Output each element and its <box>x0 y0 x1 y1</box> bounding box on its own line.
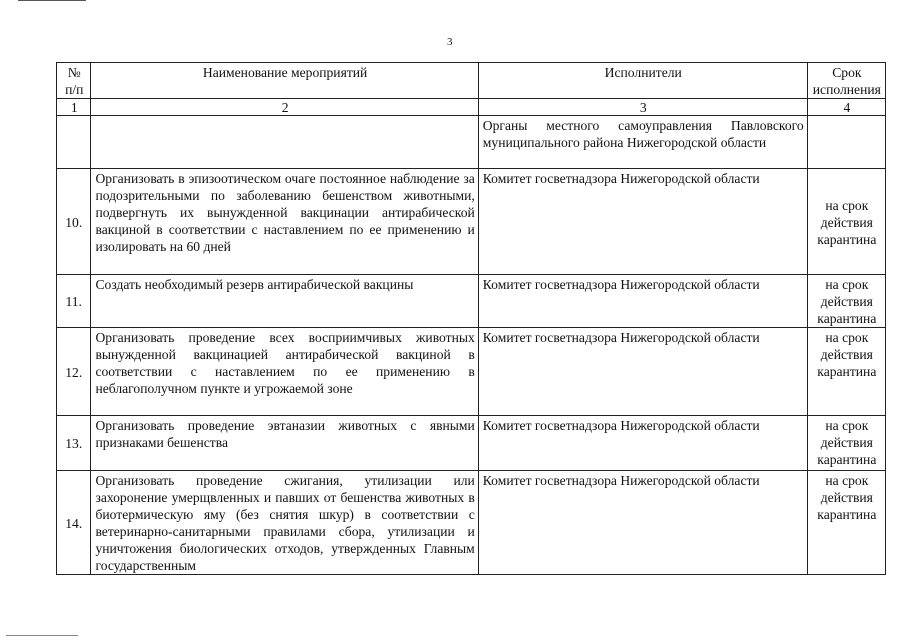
table-row <box>57 275 886 328</box>
row-executors: Комитет госветнадзора Нижегородской области <box>478 169 807 275</box>
row-executors: Комитет госветнадзора Нижегородской области <box>478 328 807 416</box>
row-number: 11. <box>57 275 91 328</box>
header-term: Срок исполнения <box>807 63 885 99</box>
continuation-term <box>807 116 885 169</box>
row-executors: Комитет госветнадзора Нижегородской области <box>478 471 807 575</box>
row-term: на срок действия карантина <box>807 328 885 416</box>
row-term: на срок действия карантина <box>807 275 885 328</box>
header-name: Наименование мероприятий <box>91 63 478 99</box>
table-header-row <box>57 63 886 99</box>
row-executors: Комитет госветнадзора Нижегородской области <box>478 275 807 328</box>
row-term: на срок действия карантина <box>807 471 885 575</box>
continuation-row <box>57 116 886 169</box>
column-number-1: 1 <box>57 99 91 116</box>
header-number: № п/п <box>57 63 91 99</box>
table-row <box>57 169 886 275</box>
table-row <box>57 416 886 471</box>
row-number: 10. <box>57 169 91 275</box>
row-name: Создать необходимый резерв антирабической вакцины <box>91 275 478 328</box>
column-number-4: 4 <box>807 99 885 116</box>
column-number-row <box>57 99 886 116</box>
top-scan-rule <box>18 0 86 1</box>
header-executors: Исполнители <box>478 63 807 99</box>
row-name: Организовать в эпизоотическом очаге постоянное наблюдение за подозрительными по заболеванию бешенством животными, подвергнуть их вынужденной вакцинации антирабической вакциной в соответствии с наставлением по ее применению и изолировать на 60 дней <box>91 169 478 275</box>
row-number: 12. <box>57 328 91 416</box>
row-term: на срок действия карантина <box>807 416 885 471</box>
bottom-scan-rule <box>6 635 78 636</box>
column-number-3: 3 <box>478 99 807 116</box>
table-row <box>57 471 886 575</box>
row-number: 13. <box>57 416 91 471</box>
continuation-executors: Органы местного самоуправления Павловского муниципального района Нижегородской области <box>478 116 807 169</box>
measures-table <box>56 62 886 575</box>
row-name: Организовать проведение эвтаназии животных с явными признаками бешенства <box>91 416 478 471</box>
continuation-name <box>91 116 478 169</box>
continuation-number <box>57 116 91 169</box>
column-number-2: 2 <box>91 99 478 116</box>
page-number: 3 <box>447 36 453 48</box>
row-executors: Комитет госветнадзора Нижегородской области <box>478 416 807 471</box>
row-name: Организовать проведение всех восприимчивых животных вынужденной вакцинацией антирабической вакциной в соответствии с наставлением по ее применению в неблагополучном пункте и угрожаемой зоне <box>91 328 478 416</box>
row-number: 14. <box>57 471 91 575</box>
table-row <box>57 328 886 416</box>
row-name: Организовать проведение сжигания, утилизации или захоронение умерщвленных и павших от бешенства животных в биотермическую яму (без снятия шкур) в соответствии с ветеринарно-санитарными правилами сбора, утилизации и уничтожения биологических отходов, утвержденных Главным государственным <box>91 471 478 575</box>
row-term: на срок действия карантина <box>807 169 885 275</box>
